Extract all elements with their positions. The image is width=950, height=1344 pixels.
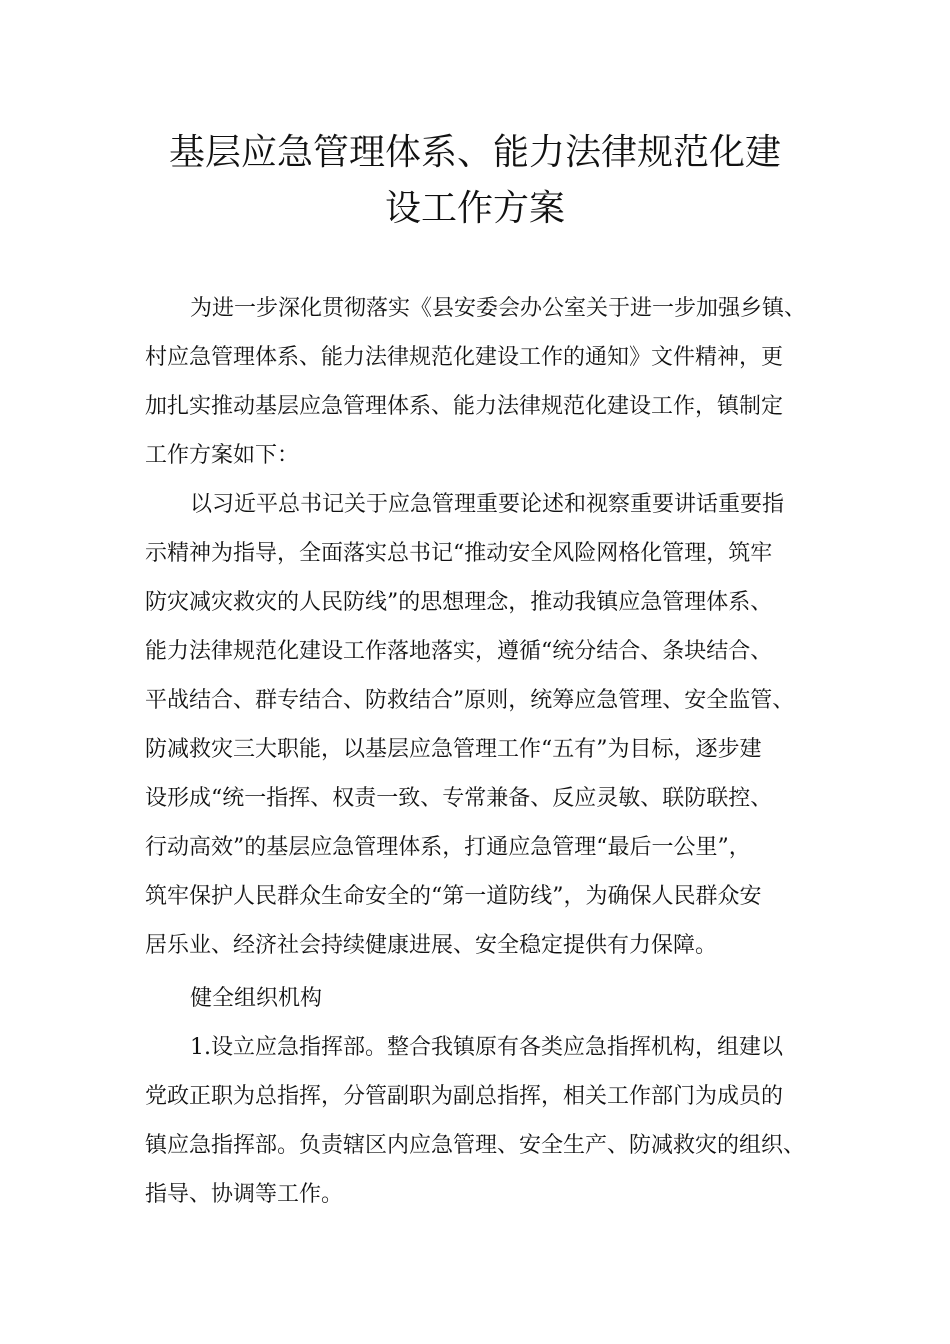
body-line: 党政正职为总指挥，分管副职为副总指挥，相关工作部门为成员的 — [145, 1084, 784, 1109]
body-line: 指导、协调等工作。 — [145, 1182, 344, 1207]
body-line: 工作方案如下： — [145, 443, 300, 468]
body-line: 村应急管理体系、能力法律规范化建设工作的通知》文件精神，更 — [145, 345, 784, 370]
body-line: 平战结合、群专结合、防救结合”原则，统筹应急管理、安全监管、 — [145, 688, 795, 713]
body-line: 为进一步深化贯彻落实《县安委会办公室关于进一步加强乡镇、 — [190, 296, 807, 321]
body-line: 加扎实推动基层应急管理体系、能力法律规范化建设工作，镇制定 — [145, 394, 784, 419]
section-heading: 健全组织机构 — [190, 986, 323, 1011]
document-title-line-1: 基层应急管理体系、能力法律规范化建 — [168, 132, 781, 173]
body-line: 以习近平总书记关于应急管理重要论述和视察重要讲话重要指 — [190, 492, 785, 517]
body-line: 防灾减灾救灾的人民防线”的思想理念，推动我镇应急管理体系、 — [145, 590, 773, 615]
body-line: 镇应急指挥部。负责辖区内应急管理、安全生产、防减救灾的组织、 — [145, 1133, 806, 1158]
body-line: 设形成“统一指挥、权责一致、专常兼备、反应灵敏、联防联控、 — [145, 786, 773, 811]
body-line: 行动高效”的基层应急管理体系，打通应急管理“最后一公里”， — [145, 835, 751, 860]
body-line: 1.设立应急指挥部。整合我镇原有各类应急指挥机构，组建以 — [190, 1035, 783, 1060]
body-line: 居乐业、经济社会持续健康进展、安全稳定提供有力保障。 — [145, 933, 718, 958]
body-line: 示精神为指导，全面落实总书记“推动安全风险网格化管理，筑牢 — [145, 541, 773, 566]
body-line: 能力法律规范化建设工作落地落实，遵循“统分结合、条块结合、 — [145, 639, 773, 664]
body-line: 筑牢保护人民群众生命安全的“第一道防线”，为确保人民群众安 — [145, 884, 762, 909]
document-title-line-2: 设工作方案 — [384, 188, 565, 229]
body-line: 防减救灾三大职能，以基层应急管理工作“五有”为目标，逐步建 — [145, 737, 762, 762]
